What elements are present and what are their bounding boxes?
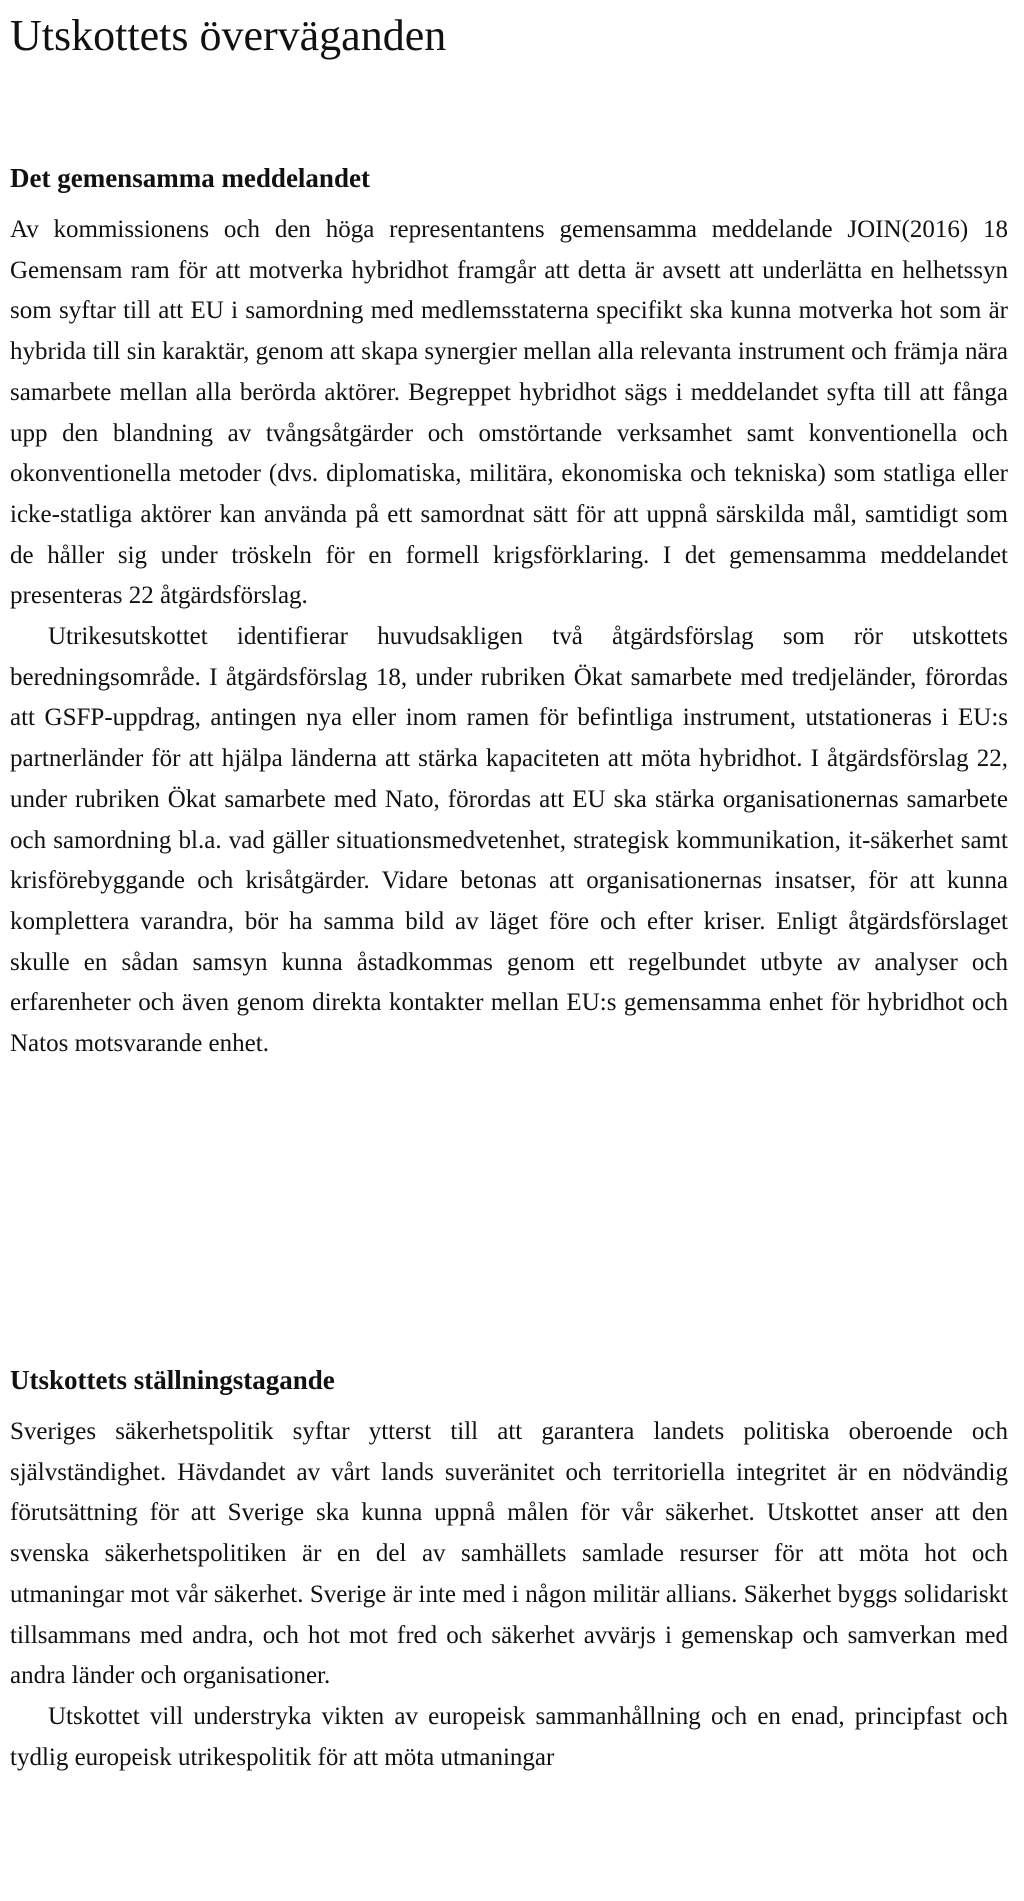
section-body-stallningstagande	[10, 1412, 1008, 1778]
paragraph: Av kommissionens och den höga representantens gemensamma meddelande JOIN(2016) 18 Gemensam ram för att motverka hybridhot framgår att detta är avsett att underlätta en helhetssyn som syftar till att EU i samordning med medlemsstaterna specifikt ska kunna motverka hot som är hybrida till sin karaktär, genom att skapa synergier mellan alla relevanta instrument och främja nära samarbete mellan alla berörda aktörer. Begreppet hybridhot sägs i meddelandet syfta till att fånga upp den blandning av tvångsåtgärder och omstörtande verksamhet samt konventionella och okonventionella metoder (dvs. diplomatiska, militära, ekonomiska och tekniska) som statliga eller icke-statliga aktörer kan använda på ett samordnat sätt för att uppnå särskilda mål, samtidigt som de håller sig under tröskeln för en formell krigsförklaring. I det gemensamma meddelandet presenteras 22 åtgärdsförslag.	[10, 216, 1008, 610]
paragraph: Utrikesutskottet identifierar huvudsakligen två åtgärdsförslag som rör utskottets beredningsområde. I åtgärdsförslag 18, under rubriken Ökat samarbete med tredjeländer, förordas att GSFP-uppdrag, antingen nya eller inom ramen för befintliga instrument, utstationeras i EU:s partnerländer för att hjälpa länderna att stärka kapaciteten att möta hybridhot. I åtgärdsförslag 22, under rubriken Ökat samarbete med Nato, förordas att EU ska stärka organisationernas samarbete och samordning bl.a. vad gäller situationsmedvetenhet, strategisk kommunikation, it-säkerhet samt krisförebyggande och krisåtgärder. Vidare betonas att organisationernas insatser, för att kunna komplettera varandra, bör ha samma bild av läget före och efter kriser. Enligt åtgärdsförslaget skulle en sådan samsyn kunna åstadkommas genom ett regelbundet utbyte av analyser och erfarenheter och även genom direkta kontakter mellan EU:s gemensamma enhet för hybridhot och Natos motsvarande enhet.	[10, 623, 1008, 1058]
paragraph: Utskottet vill understryka vikten av europeisk sammanhållning och en enad, principfast och tydlig europeisk utrikespolitik för att möta utmaningar	[10, 1702, 1008, 1771]
page-title: Utskottets överväganden	[10, 11, 447, 60]
section-heading-stallningstagande: Utskottets ställningstagande	[10, 1365, 335, 1395]
section-heading-gemensamma-meddelandet: Det gemensamma meddelandet	[10, 163, 370, 193]
paragraph: Sveriges säkerhetspolitik syftar ytterst till att garantera landets politiska oberoende och självständighet. Hävdandet av vårt lands suveränitet och territoriella integritet är en nödvändig förutsättning för att Sverige ska kunna uppnå målen för vår säkerhet. Utskottet anser att den svenska säkerhetspolitiken är en del av samhällets samlade resurser för att möta hot och utmaningar mot vår säkerhet. Sverige är inte med i någon militär allians. Säkerhet byggs solidariskt tillsammans med andra, och hot mot fred och säkerhet avvärjs i gemenskap och samverkan med andra länder och organisationer.	[10, 1418, 1008, 1690]
section-body-gemensamma-meddelandet	[10, 210, 1008, 1065]
